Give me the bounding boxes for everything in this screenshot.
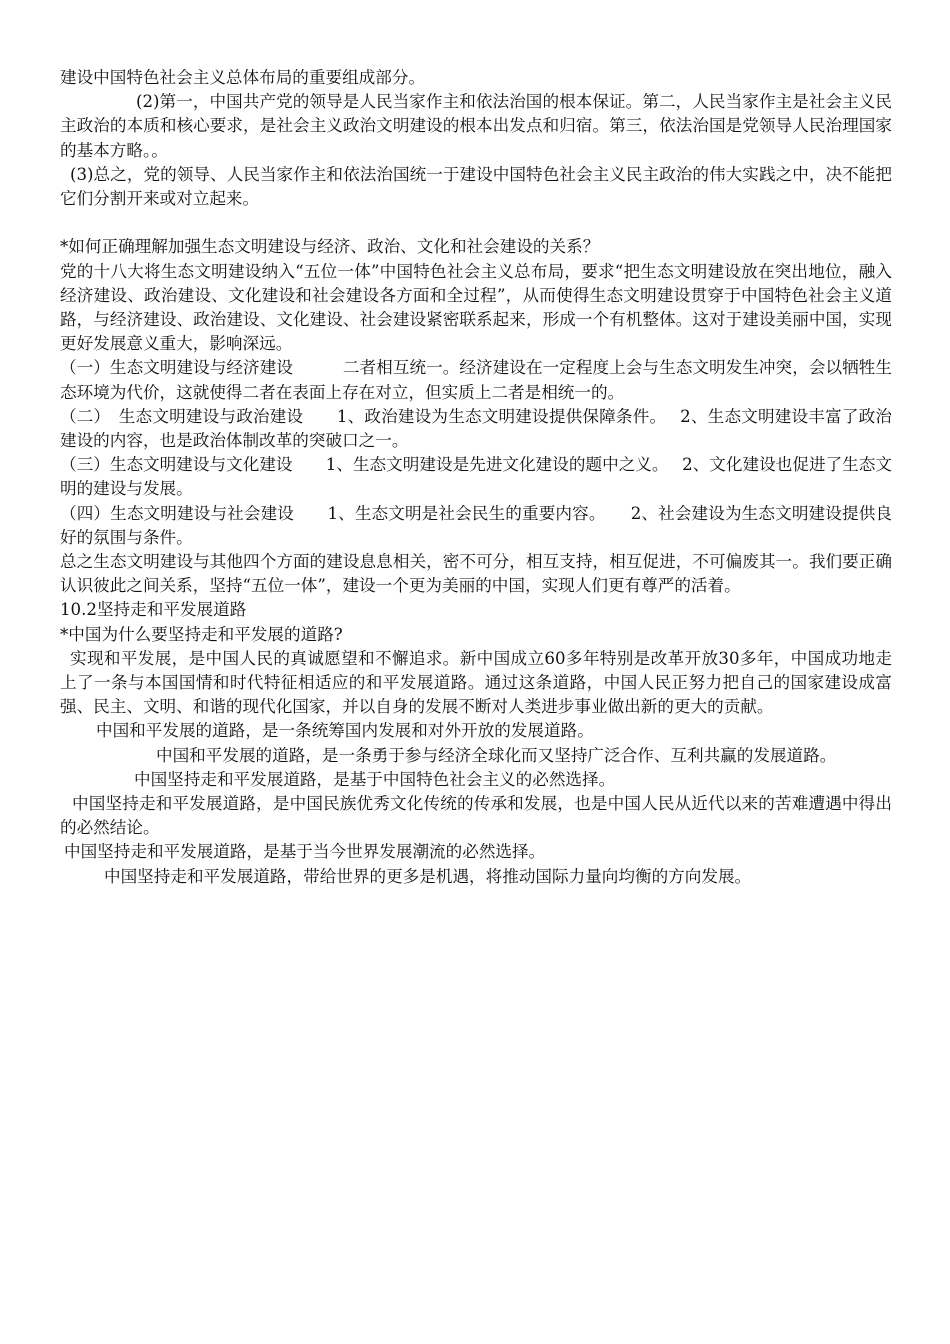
paragraph-point-3: (3)总之，党的领导、人民当家作主和依法治国统一于建设中国特色社会主义民主政治的伟大实践之中，决不能把它们分割开来或对立起来。 — [60, 164, 892, 209]
blank-line — [60, 211, 892, 235]
paragraph-ecology-summary: 总之生态文明建设与其他四个方面的建设息息相关，密不可分，相互支持，相互促进，不可偏废其一。我们要正确认识彼此之间关系，坚持“五位一体”，建设一个更为美丽的中国，实现人们更有尊严的活着。 — [60, 552, 892, 596]
paragraph-five-in-one: 党的十八大将生态文明建设纳入“五位一体”中国特色社会主义总布局，要求“把生态文明建设放在突出地位，融入经济建设、政治建设、文化建设和社会建设各方面和全过程”，从而使得生态文明建设贯穿于中国特色社会主义道路，与经济建设、政治建设、文化建设、社会建设紧密联系起来，形成一个有机整体。这对于建设美丽中国，实现更好发展意义重大，影响深远。 — [60, 261, 892, 354]
document-body — [60, 66, 892, 889]
paragraph-ecology-politics: （二） 生态文明建设与政治建设 1、政治建设为生态文明建设提供保障条件。 2、生态文明建设丰富了政治建设的内容，也是政治体制改革的突破口之一。 — [60, 406, 892, 451]
paragraph-peace-globalization: 中国和平发展的道路，是一条勇于参与经济全球化而又坚持广泛合作、互利共赢的发展道路。 — [156, 745, 837, 765]
paragraph-point-2: (2)第一，中国共产党的领导是人民当家作主和依法治国的根本保证。第二，人民当家作主是社会主义民主政治的本质和核心要求，是社会主义政治文明建设的根本出发点和归宿。第三，依法治国是党领导人民治理国家的基本方略。。 — [60, 92, 892, 160]
question-heading-peace: *中国为什么要坚持走和平发展的道路? — [60, 624, 343, 644]
paragraph-ecology-culture: （三）生态文明建设与文化建设 1、生态文明建设是先进文化建设的题中之义。 2、文化建设也促进了生态文明的建设与发展。 — [60, 455, 892, 499]
paragraph-peace-socialism: 中国坚持走和平发展道路，是基于中国特色社会主义的必然选择。 — [134, 769, 616, 789]
paragraph-peace-world-trend: 中国坚持走和平发展道路，是基于当今世界发展潮流的必然选择。 — [64, 842, 546, 862]
paragraph-peace-domestic: 中国和平发展的道路，是一条统筹国内发展和对外开放的发展道路。 — [96, 721, 594, 741]
paragraph-intro-tail: 建设中国特色社会主义总体布局的重要组成部分。 — [60, 68, 426, 87]
paragraph-ecology-society: （四）生态文明建设与社会建设 1、生态文明是社会民生的重要内容。 2、社会建设为生态文明建设提供良好的氛围与条件。 — [60, 503, 892, 547]
section-heading-10-2: 10.2坚持走和平发展道路 — [60, 600, 247, 620]
paragraph-ecology-economy: （一）生态文明建设与经济建设 二者相互统一。经济建设在一定程度上会与生态文明发生冲突，会以牺牲生态环境为代价，这就使得二者在表面上存在对立，但实质上二者是相统一的。 — [60, 358, 892, 402]
paragraph-peace-intro: 实现和平发展，是中国人民的真诚愿望和不懈追求。新中国成立60多年特别是改革开放30多年，中国成功地走上了一条与本国国情和时代特征相适应的和平发展道路。通过这条道路，中国人民正努力把自己的国家建设成富强、民主、文明、和谐的现代化国家，并以自身的发展不断对人类进步事业做出新的更大的贡献。 — [60, 648, 892, 717]
paragraph-peace-opportunity: 中国坚持走和平发展道路，带给世界的更多是机遇，将推动国际力量向均衡的方向发展。 — [104, 866, 752, 886]
paragraph-peace-tradition: 中国坚持走和平发展道路，是中国民族优秀文化传统的传承和发展，也是中国人民从近代以来的苦难遭遇中得出的必然结论。 — [60, 794, 892, 838]
question-heading-ecology: *如何正确理解加强生态文明建设与经济、政治、文化和社会建设的关系？ — [60, 237, 600, 257]
